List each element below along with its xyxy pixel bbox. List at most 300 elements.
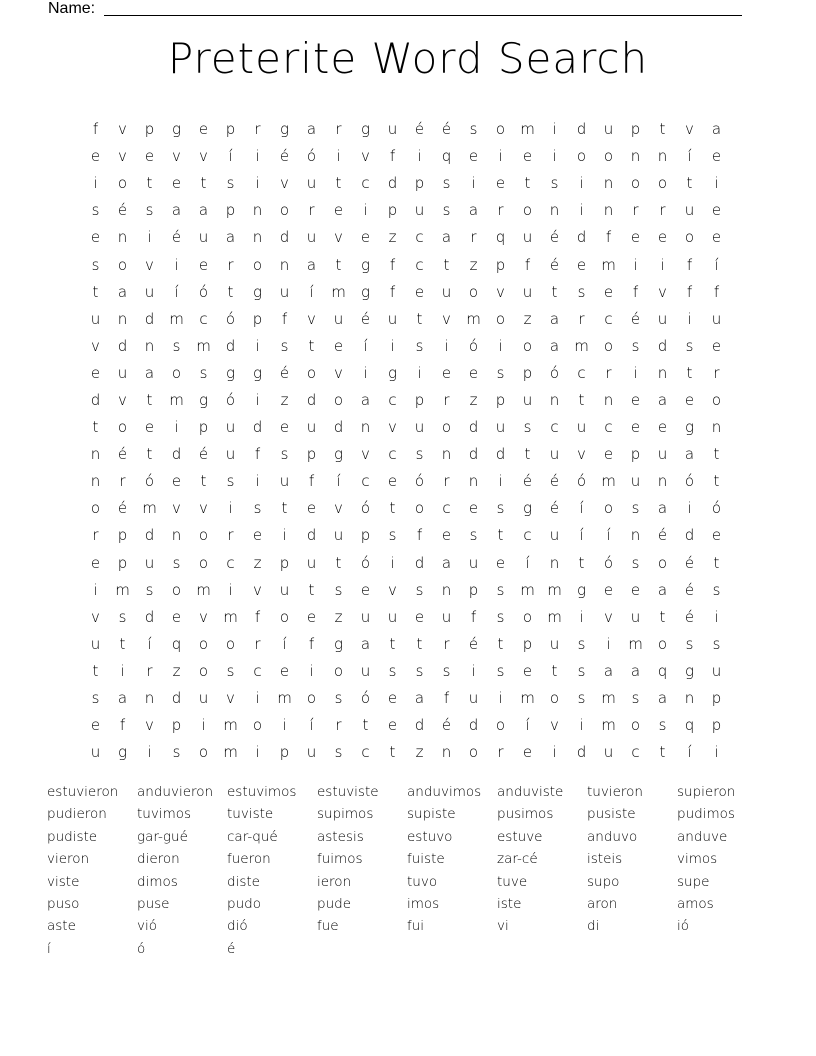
grid-cell: é — [117, 201, 128, 220]
grid-cell: p — [414, 390, 425, 409]
grid-cell: s — [631, 553, 640, 572]
word-list-item: pudieron — [47, 806, 107, 823]
word-list-item: amos — [677, 895, 714, 912]
grid-cell: g — [387, 363, 397, 382]
grid-cell: c — [226, 553, 235, 572]
grid-cell: e — [630, 580, 641, 599]
grid-row — [82, 712, 732, 739]
grid-cell: u — [684, 201, 695, 220]
grid-cell: o — [441, 418, 452, 437]
grid-cell: o — [630, 174, 641, 193]
grid-cell: a — [684, 445, 695, 464]
grid-cell: s — [496, 661, 505, 680]
grid-cell: s — [577, 661, 586, 680]
grid-cell: d — [306, 390, 317, 409]
word-list-item: car-qué — [227, 828, 278, 845]
grid-cell: v — [118, 147, 127, 166]
grid-cell: m — [520, 120, 535, 139]
grid-cell: s — [91, 689, 100, 708]
grid-cell: z — [280, 390, 289, 409]
grid-cell: u — [90, 634, 101, 653]
grid-row — [82, 550, 732, 577]
grid-cell: p — [360, 526, 371, 545]
grid-cell: u — [630, 472, 641, 491]
grid-cell: n — [117, 228, 128, 247]
grid-cell: t — [335, 553, 342, 572]
grid-row — [82, 522, 732, 549]
grid-row — [82, 170, 732, 197]
grid-cell: r — [92, 526, 99, 545]
word-list-item: pudimos — [677, 806, 735, 823]
grid-cell: f — [389, 255, 396, 274]
grid-cell: i — [498, 689, 503, 708]
grid-cell: s — [172, 336, 181, 355]
grid-cell: v — [334, 363, 343, 382]
grid-cell: e — [522, 743, 533, 762]
grid-cell: g — [198, 390, 208, 409]
grid-cell: o — [684, 228, 695, 247]
grid-cell: ó — [711, 499, 722, 518]
word-list-item: estuve — [497, 828, 543, 845]
grid-cell: m — [547, 580, 562, 599]
grid-cell: t — [551, 661, 558, 680]
grid-cell: e — [171, 472, 182, 491]
grid-cell: v — [442, 309, 451, 328]
grid-cell: d — [306, 526, 317, 545]
grid-cell: s — [550, 174, 559, 193]
grid-cell: s — [631, 499, 640, 518]
grid-cell: g — [684, 661, 694, 680]
grid-cell: i — [687, 309, 692, 328]
grid-cell: v — [91, 607, 100, 626]
grid-cell: e — [252, 526, 263, 545]
grid-cell: s — [496, 607, 505, 626]
grid-cell: s — [442, 174, 451, 193]
grid-cell: a — [549, 309, 560, 328]
grid-cell: u — [468, 689, 479, 708]
word-list-item: tuvo — [407, 873, 438, 890]
grid-cell: m — [115, 580, 130, 599]
word-list-item: puso — [47, 895, 80, 912]
grid-cell: i — [174, 418, 179, 437]
grid-cell: u — [306, 743, 317, 762]
grid-cell: u — [333, 309, 344, 328]
grid-cell: e — [279, 661, 290, 680]
grid-cell: v — [145, 255, 154, 274]
grid-cell: ó — [684, 472, 695, 491]
grid-cell: r — [497, 743, 504, 762]
grid-cell: u — [495, 418, 506, 437]
grid-cell: v — [172, 147, 181, 166]
grid-cell: g — [360, 282, 370, 301]
grid-cell: t — [713, 472, 720, 491]
grid-cell: v — [199, 147, 208, 166]
grid-cell: ó — [414, 472, 425, 491]
grid-cell: a — [306, 255, 317, 274]
grid-cell: e — [711, 228, 722, 247]
grid-cell: v — [361, 147, 370, 166]
grid-cell: f — [632, 282, 639, 301]
grid-cell: r — [470, 228, 477, 247]
grid-cell: t — [389, 499, 396, 518]
grid-cell: s — [253, 499, 262, 518]
grid-cell: i — [255, 743, 260, 762]
grid-cell: z — [172, 661, 181, 680]
grid-cell: o — [522, 201, 533, 220]
grid-cell: m — [520, 580, 535, 599]
grid-cell: o — [414, 499, 425, 518]
grid-cell: o — [279, 201, 290, 220]
grid-cell: é — [684, 580, 695, 599]
grid-cell: p — [495, 390, 506, 409]
grid-cell: n — [711, 418, 722, 437]
grid-cell: i — [147, 743, 152, 762]
grid-cell: g — [360, 120, 370, 139]
grid-cell: ó — [198, 282, 209, 301]
grid-cell: s — [415, 445, 424, 464]
grid-cell: u — [306, 228, 317, 247]
grid-cell: v — [388, 580, 397, 599]
grid-cell: i — [687, 499, 692, 518]
grid-cell: p — [198, 418, 209, 437]
grid-cell: é — [117, 445, 128, 464]
grid-cell: u — [414, 418, 425, 437]
grid-cell: t — [443, 255, 450, 274]
name-underline — [104, 15, 742, 16]
grid-cell: í — [606, 526, 611, 545]
grid-cell: v — [577, 445, 586, 464]
word-list-item: ó — [137, 940, 146, 957]
grid-cell: o — [495, 716, 506, 735]
grid-cell: s — [631, 689, 640, 708]
grid-cell: p — [171, 716, 182, 735]
grid-cell: o — [495, 309, 506, 328]
grid-cell: o — [522, 607, 533, 626]
grid-cell: r — [713, 363, 720, 382]
grid-cell: v — [145, 716, 154, 735]
grid-cell: s — [145, 201, 154, 220]
grid-cell: e — [414, 282, 425, 301]
grid-cell: e — [603, 445, 614, 464]
grid-cell: v — [334, 499, 343, 518]
grid-cell: u — [333, 526, 344, 545]
word-list-item: supo — [587, 873, 620, 890]
grid-cell: ó — [225, 309, 236, 328]
grid-cell: u — [522, 390, 533, 409]
grid-cell: i — [282, 716, 287, 735]
grid-cell: r — [497, 201, 504, 220]
grid-cell: é — [468, 634, 479, 653]
grid-cell: v — [118, 120, 127, 139]
grid-cell: i — [498, 472, 503, 491]
grid-cell: p — [522, 634, 533, 653]
grid-cell: u — [441, 282, 452, 301]
grid-row — [82, 631, 732, 658]
grid-cell: o — [333, 661, 344, 680]
grid-cell: s — [577, 689, 586, 708]
grid-cell: é — [198, 445, 209, 464]
grid-cell: v — [496, 282, 505, 301]
grid-cell: z — [523, 309, 532, 328]
grid-cell: c — [199, 309, 208, 328]
word-list-item: viste — [47, 873, 80, 890]
grid-cell: i — [633, 255, 638, 274]
grid-cell: e — [279, 418, 290, 437]
grid-cell: i — [579, 607, 584, 626]
grid-cell: o — [468, 282, 479, 301]
grid-cell: i — [120, 661, 125, 680]
grid-cell: f — [686, 282, 693, 301]
grid-cell: í — [525, 553, 530, 572]
grid-cell: p — [414, 174, 425, 193]
grid-cell: a — [414, 689, 425, 708]
grid-cell: u — [603, 743, 614, 762]
grid-cell: n — [603, 174, 614, 193]
grid-cell: f — [254, 445, 261, 464]
grid-cell: u — [522, 228, 533, 247]
grid-cell: í — [579, 526, 584, 545]
grid-cell: ó — [144, 472, 155, 491]
grid-cell: c — [388, 390, 397, 409]
grid-cell: e — [387, 472, 398, 491]
grid-cell: n — [144, 336, 155, 355]
grid-cell: n — [549, 390, 560, 409]
word-list-item: anduvo — [587, 828, 638, 845]
grid-cell: e — [684, 390, 695, 409]
grid-cell: s — [523, 418, 532, 437]
grid-cell: n — [144, 689, 155, 708]
word-list-item: pude — [317, 895, 352, 912]
grid-cell: s — [442, 201, 451, 220]
grid-cell: c — [388, 445, 397, 464]
grid-cell: c — [604, 418, 613, 437]
grid-cell: u — [198, 689, 209, 708]
grid-cell: o — [603, 336, 614, 355]
grid-cell: i — [255, 336, 260, 355]
grid-cell: s — [91, 201, 100, 220]
word-list-item: isteis — [587, 851, 623, 868]
grid-cell: n — [360, 418, 371, 437]
grid-cell: s — [91, 255, 100, 274]
grid-cell: s — [334, 580, 343, 599]
grid-cell: u — [468, 553, 479, 572]
grid-cell: í — [282, 634, 287, 653]
word-list-item: zar-cé — [497, 851, 538, 868]
grid-row — [82, 387, 732, 414]
grid-cell: i — [228, 499, 233, 518]
grid-cell: o — [657, 553, 668, 572]
grid-cell: c — [361, 174, 370, 193]
grid-cell: f — [470, 607, 477, 626]
grid-cell: ó — [549, 363, 560, 382]
grid-cell: f — [389, 147, 396, 166]
grid-cell: v — [199, 607, 208, 626]
grid-cell: d — [414, 553, 425, 572]
grid-cell: n — [441, 580, 452, 599]
grid-cell: e — [198, 255, 209, 274]
grid-cell: s — [685, 336, 694, 355]
grid-cell: p — [711, 716, 722, 735]
grid-cell: o — [198, 553, 209, 572]
grid-cell: d — [657, 336, 668, 355]
grid-cell: i — [714, 607, 719, 626]
grid-cell: n — [468, 472, 479, 491]
word-list — [47, 781, 787, 960]
grid-cell: a — [603, 661, 614, 680]
grid-cell: a — [144, 363, 155, 382]
grid-cell: o — [279, 607, 290, 626]
grid-cell: m — [223, 607, 238, 626]
grid-cell: d — [225, 336, 236, 355]
grid-cell: u — [522, 282, 533, 301]
grid-row — [82, 658, 732, 685]
grid-cell: o — [117, 418, 128, 437]
grid-cell: e — [333, 336, 344, 355]
grid-cell: u — [387, 120, 398, 139]
grid-cell: v — [334, 228, 343, 247]
grid-cell: u — [657, 309, 668, 328]
grid-cell: t — [524, 174, 531, 193]
grid-cell: p — [495, 255, 506, 274]
grid-cell: s — [712, 634, 721, 653]
grid-cell: s — [334, 743, 343, 762]
grid-cell: t — [146, 390, 153, 409]
grid-cell: i — [498, 147, 503, 166]
grid-cell: e — [603, 282, 614, 301]
grid-cell: v — [226, 689, 235, 708]
grid-cell: z — [469, 255, 478, 274]
grid-cell: t — [416, 309, 423, 328]
grid-cell: t — [686, 174, 693, 193]
grid-cell: t — [578, 390, 585, 409]
grid-cell: s — [469, 120, 478, 139]
word-list-item: vieron — [47, 851, 90, 868]
grid-cell: í — [687, 147, 692, 166]
grid-cell: r — [308, 201, 315, 220]
grid-cell: t — [92, 418, 99, 437]
grid-cell: o — [90, 499, 101, 518]
grid-cell: o — [198, 634, 209, 653]
word-list-item: tuviste — [227, 806, 274, 823]
word-list-item: í — [47, 940, 51, 957]
grid-cell: n — [90, 445, 101, 464]
grid-cell: p — [630, 120, 641, 139]
grid-cell: a — [657, 499, 668, 518]
word-list-item: pudiste — [47, 828, 98, 845]
grid-cell: o — [198, 661, 209, 680]
word-list-item: fuiste — [407, 851, 445, 868]
grid-cell: i — [417, 363, 422, 382]
grid-cell: q — [171, 634, 182, 653]
word-list-item: vimos — [677, 851, 718, 868]
grid-cell: i — [255, 147, 260, 166]
grid-cell: a — [630, 661, 641, 680]
grid-cell: s — [442, 661, 451, 680]
grid-cell: a — [198, 201, 209, 220]
word-list-item: tuve — [497, 873, 528, 890]
grid-cell: s — [145, 580, 154, 599]
grid-cell: m — [601, 472, 616, 491]
grid-cell: o — [603, 499, 614, 518]
grid-cell: a — [657, 689, 668, 708]
grid-cell: z — [388, 228, 397, 247]
grid-cell: f — [524, 255, 531, 274]
grid-cell: t — [146, 174, 153, 193]
grid-cell: c — [415, 228, 424, 247]
grid-cell: e — [630, 418, 641, 437]
grid-cell: q — [441, 147, 452, 166]
grid-cell: e — [90, 147, 101, 166]
grid-cell: t — [497, 526, 504, 545]
grid-cell: e — [657, 418, 668, 437]
grid-cell: m — [601, 255, 616, 274]
grid-cell: r — [605, 363, 612, 382]
letter-grid — [82, 116, 732, 766]
grid-cell: e — [387, 689, 398, 708]
grid-cell: í — [147, 634, 152, 653]
grid-cell: d — [576, 120, 587, 139]
grid-cell: o — [171, 363, 182, 382]
grid-cell: t — [92, 661, 99, 680]
grid-cell: i — [255, 390, 260, 409]
grid-cell: u — [306, 174, 317, 193]
grid-cell: p — [306, 445, 317, 464]
grid-cell: d — [468, 445, 479, 464]
grid-cell: u — [90, 743, 101, 762]
word-list-item: tuvimos — [137, 806, 192, 823]
grid-cell: e — [171, 174, 182, 193]
grid-cell: é — [549, 499, 560, 518]
grid-cell: r — [443, 634, 450, 653]
grid-cell: d — [576, 228, 587, 247]
grid-cell: m — [547, 607, 562, 626]
grid-cell: a — [468, 201, 479, 220]
grid-cell: d — [144, 526, 155, 545]
grid-cell: ó — [360, 553, 371, 572]
grid-cell: í — [228, 147, 233, 166]
grid-cell: p — [711, 689, 722, 708]
grid-cell: q — [657, 661, 668, 680]
grid-cell: s — [469, 526, 478, 545]
word-list-item: estuvimos — [227, 784, 297, 800]
grid-cell: u — [387, 309, 398, 328]
grid-cell: í — [687, 743, 692, 762]
grid-cell: s — [388, 526, 397, 545]
grid-cell: z — [469, 390, 478, 409]
grid-cell: u — [306, 418, 317, 437]
grid-cell: f — [443, 689, 450, 708]
grid-cell: u — [711, 661, 722, 680]
grid-cell: c — [604, 309, 613, 328]
grid-cell: e — [90, 363, 101, 382]
grid-cell: n — [171, 526, 182, 545]
grid-cell: d — [144, 309, 155, 328]
word-list-item: dió — [227, 918, 248, 935]
grid-cell: s — [280, 445, 289, 464]
grid-cell: s — [388, 661, 397, 680]
grid-cell: a — [657, 390, 668, 409]
grid-cell: c — [361, 472, 370, 491]
grid-cell: e — [171, 607, 182, 626]
grid-cell: d — [252, 418, 263, 437]
grid-cell: u — [117, 363, 128, 382]
grid-cell: t — [659, 120, 666, 139]
grid-cell: í — [309, 716, 314, 735]
grid-cell: i — [147, 228, 152, 247]
grid-cell: c — [415, 255, 424, 274]
grid-cell: r — [119, 472, 126, 491]
grid-cell: d — [468, 716, 479, 735]
